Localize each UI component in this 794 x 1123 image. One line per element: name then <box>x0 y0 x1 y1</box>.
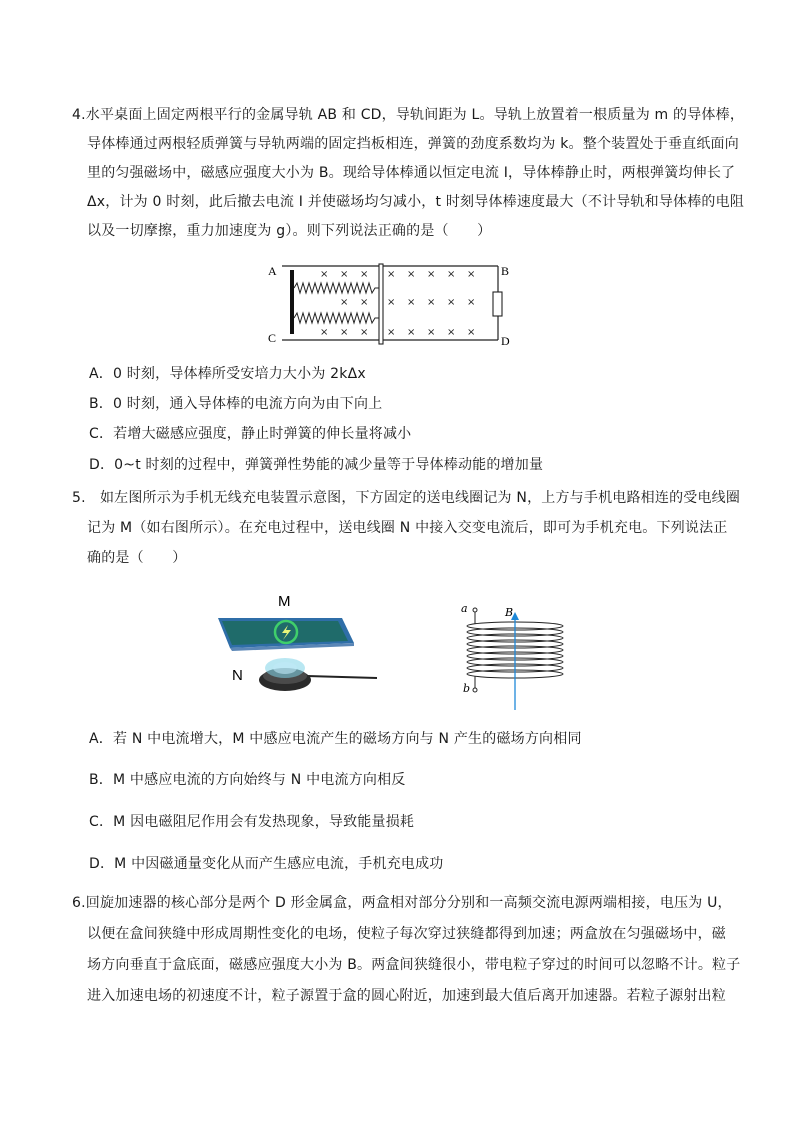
lower-spring <box>294 313 380 323</box>
svg-text:×: × <box>360 269 369 280</box>
svg-text:×: × <box>427 269 436 280</box>
svg-text:×: × <box>340 269 349 280</box>
svg-text:×: × <box>407 327 416 338</box>
label-n: N <box>232 667 243 684</box>
label-b-terminal: b <box>463 682 471 695</box>
q5-option-b: B．M 中感应电流的方向始终与 N 中电流方向相反 <box>89 772 406 788</box>
svg-text:×: × <box>427 297 436 308</box>
svg-text:×: × <box>407 269 416 280</box>
upper-spring <box>294 283 380 293</box>
q4-line-2: 导体棒通过两根轻质弹簧与导轨两端的固定挡板相连，弹簧的劲度系数均为 k。整个装置处于垂直纸面向 <box>87 136 739 152</box>
label-field-b: B <box>505 606 514 619</box>
q5-option-c: C．M 因电磁阻尼作用会有发热现象，导致能量损耗 <box>89 814 415 830</box>
svg-text:×: × <box>467 327 476 338</box>
q5-line-3: 确的是（ ） <box>87 550 187 566</box>
svg-text:×: × <box>387 297 396 308</box>
conductor-rod <box>379 264 383 344</box>
label-d: D <box>501 334 510 348</box>
q4-line-5: 以及一切摩擦，重力加速度为 g）。则下列说法正确的是（ ） <box>87 223 492 239</box>
wireless-charger-figure <box>212 588 387 700</box>
q5-line-2: 记为 M（如右图所示）。在充电过程中，送电线圈 N 中接入交变电流后，即可为手机充电。下列说法正 <box>87 520 728 536</box>
fixed-baffle <box>290 270 294 334</box>
svg-text:×: × <box>447 327 456 338</box>
q4-option-b: B．0 时刻，通入导体棒的电流方向为由下向上 <box>89 396 383 412</box>
svg-text:×: × <box>407 297 416 308</box>
q6-line-4: 进入加速电场的初速度不计，粒子源置于盒的圆心附近，加速到最大值后离开加速器。若粒子源射出粒 <box>87 988 726 1004</box>
q5-line-1: 5. 如左图所示为手机无线充电装置示意图，下方固定的送电线圈记为 N，上方与手机电路相连的受电线圈 <box>72 490 741 506</box>
rail-spring-figure <box>262 260 518 352</box>
coil-figure <box>455 600 575 712</box>
q4-option-c: C．若增大磁感应强度，静止时弹簧的伸长量将减小 <box>89 426 412 442</box>
q6-line-1: 6.回旋加速器的核心部分是两个 D 形金属盒，两盒相对部分分别和一高频交流电源两端相接，电压为 U， <box>72 895 732 911</box>
resistor <box>493 292 502 316</box>
q4-option-d: D．0~t 时刻的过程中，弹簧弹性势能的减少量等于导体棒动能的增加量 <box>89 457 544 473</box>
svg-text:×: × <box>467 297 476 308</box>
svg-text:×: × <box>360 327 369 338</box>
svg-text:×: × <box>467 269 476 280</box>
svg-text:×: × <box>427 327 436 338</box>
q6-line-2: 以便在盒间狭缝中形成周期性变化的电场，使粒子每次穿过狭缝都得到加速；两盒放在匀强磁场中，磁 <box>87 926 726 942</box>
svg-text:×: × <box>387 269 396 280</box>
svg-text:×: × <box>387 327 396 338</box>
svg-text:×: × <box>340 327 349 338</box>
q4-option-a: A．0 时刻，导体棒所受安培力大小为 2kΔx <box>89 366 366 382</box>
q4-line-4: Δx，计为 0 时刻，此后撤去电流 I 并使磁场均匀减小，t 时刻导体棒速度最大（不计导轨和导体棒的电阻 <box>87 194 745 210</box>
label-c: C <box>268 331 277 345</box>
label-a-terminal: a <box>461 602 468 615</box>
magnetic-field-crosses <box>320 269 475 338</box>
q4-line-3: 里的匀强磁场中，磁感应强度大小为 B。现给导体棒通以恒定电流 I，导体棒静止时，两根弹簧均伸长了 <box>87 165 736 181</box>
q4-line-1: 4.水平桌面上固定两根平行的金属导轨 AB 和 CD，导轨间距为 L。导轨上放置着一根质量为 m 的导体棒， <box>72 107 745 123</box>
svg-text:×: × <box>320 269 329 280</box>
svg-text:×: × <box>340 297 349 308</box>
label-m: M <box>278 593 291 610</box>
svg-text:×: × <box>320 327 329 338</box>
svg-text:×: × <box>447 269 456 280</box>
label-a: A <box>268 264 277 278</box>
charger-cable <box>307 676 377 678</box>
q5-option-a: A．若 N 中电流增大，M 中感应电流产生的磁场方向与 N 产生的磁场方向相同 <box>89 731 582 747</box>
q6-line-3: 场方向垂直于盒底面，磁感应强度大小为 B。两盒间狭缝很小，带电粒子穿过的时间可以忽略不计。粒子 <box>87 957 741 973</box>
svg-text:×: × <box>360 297 369 308</box>
label-b: B <box>501 264 510 278</box>
svg-text:×: × <box>447 297 456 308</box>
q5-option-d: D．M 中因磁通量变化从而产生感应电流，手机充电成功 <box>89 856 444 872</box>
